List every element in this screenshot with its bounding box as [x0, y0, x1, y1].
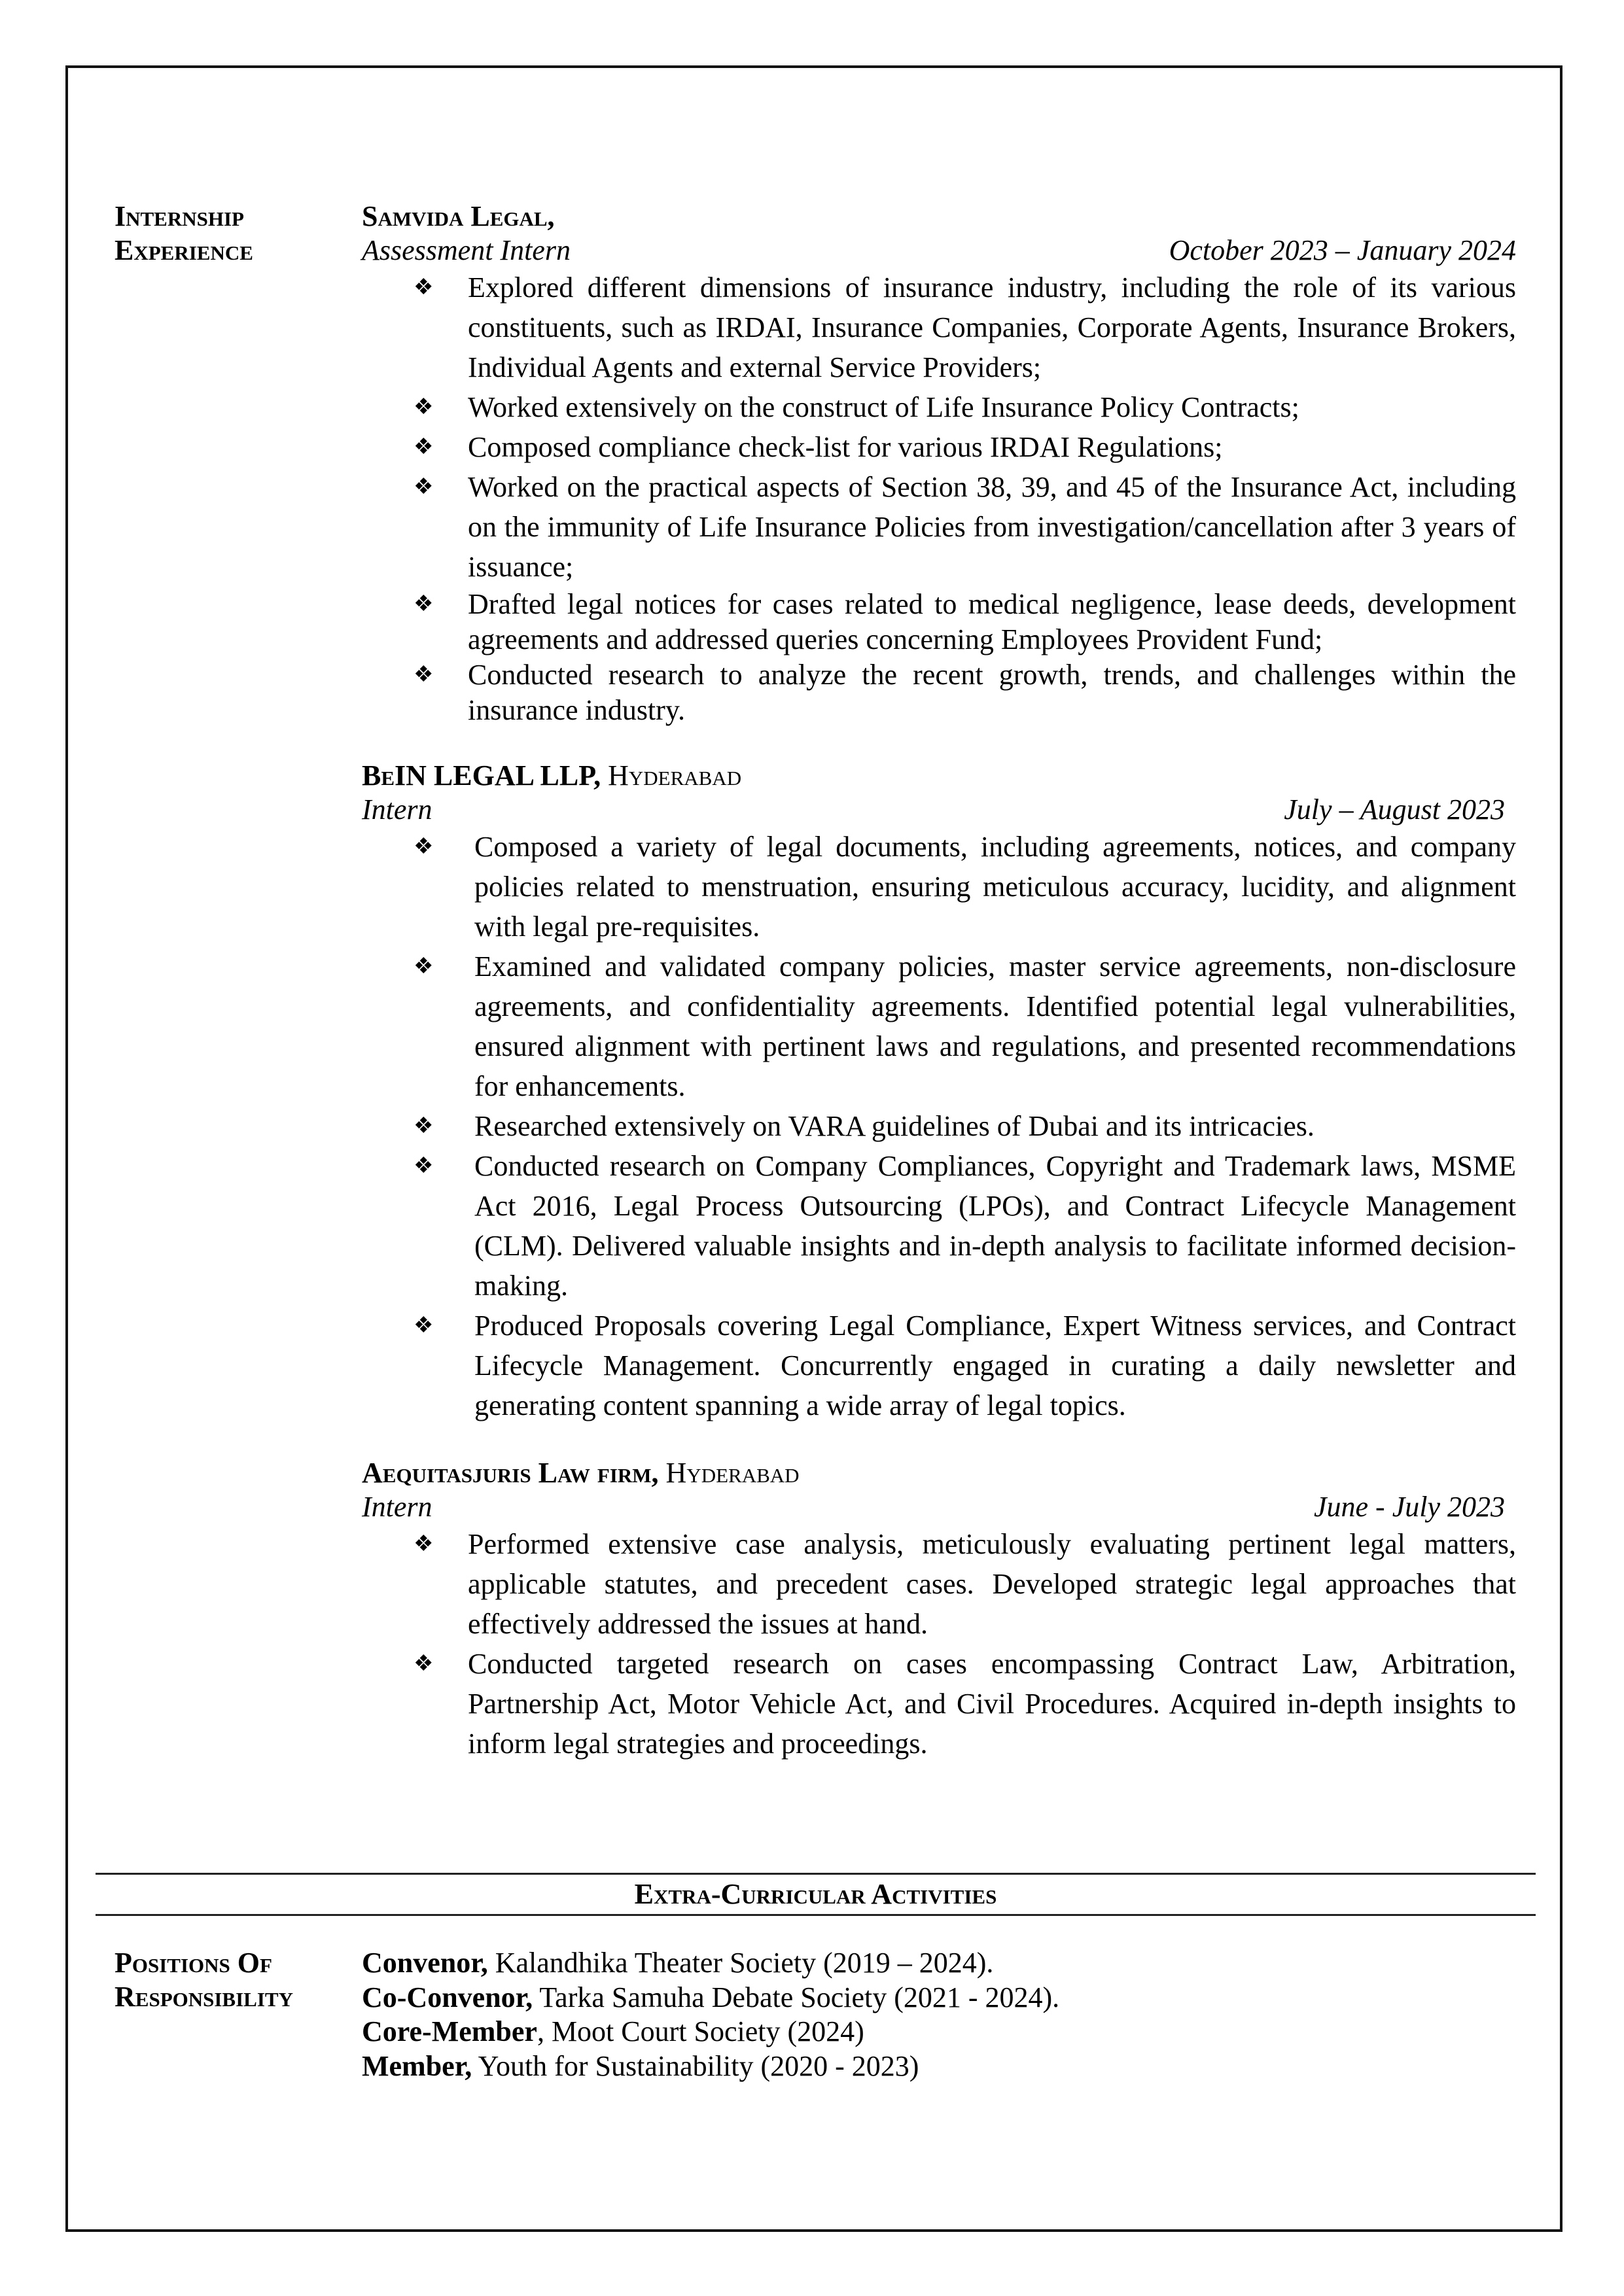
list-item: ❖ Worked extensively on the construct of Life Insurance Policy Contracts; [362, 387, 1516, 427]
diamond-bullet-icon: ❖ [414, 1114, 434, 1138]
list-item: ❖ Produced Proposals covering Legal Compliance, Expert Witness services, and Contract Lifecycle Management. Concurrently engaged in curating a daily newsletter and generating content spanning a wide array of legal topics. [362, 1306, 1516, 1425]
company-name [362, 200, 1516, 234]
internship-entry-samvida [362, 200, 1516, 728]
positions-label-line2: Responsibility [115, 1981, 293, 2013]
position-detail: Youth for Sustainability (2020 - 2023) [472, 2049, 919, 2082]
company-title: Samvida Legal, [362, 200, 555, 232]
position-title: Co-Convenor, [362, 1981, 533, 2013]
diamond-bullet-icon: ❖ [414, 395, 434, 419]
company-city: Hyderabad [608, 759, 742, 791]
internship-label-line1: Internship [115, 200, 244, 232]
date-range: June - July 2023 [1314, 1491, 1505, 1523]
list-item: ❖ Explored different dimensions of insurance industry, including the role of its various constituents, such as IRDAI, Insurance Companies, Corporate Agents, Insurance Brokers, Individual Agents and external Service Providers; [362, 268, 1516, 387]
role-row [362, 1490, 1516, 1524]
internship-label-line2: Experience [115, 234, 253, 266]
company-city: Hyderabad [665, 1457, 800, 1489]
diamond-bullet-icon: ❖ [414, 475, 434, 499]
section-heading-extracurricular: Extra-Curricular Activities [634, 1878, 997, 1910]
position-detail: Kalandhika Theater Society (2019 – 2024). [487, 1947, 994, 1979]
positions-section-label [115, 1946, 293, 2014]
list-item: ❖ Conducted research to analyze the recent growth, trends, and challenges within the insurance industry. [414, 659, 1516, 726]
diamond-bullet-icon: ❖ [414, 835, 434, 859]
role-title: Intern [362, 1491, 432, 1523]
section-rule-top [96, 1873, 1536, 1875]
bullet-list [362, 827, 1516, 1425]
company-title: BeIN LEGAL LLP, [362, 759, 601, 791]
positions-label-line1: Positions Of [115, 1947, 272, 1979]
position-detail: Tarka Samuha Debate Society (2021 - 2024). [533, 1981, 1060, 2013]
company-name [362, 759, 1516, 793]
diamond-bullet-icon: ❖ [414, 275, 434, 300]
diamond-bullet-icon: ❖ [414, 1313, 434, 1338]
position-item [362, 2049, 1059, 2084]
bullet-list [362, 268, 1516, 728]
list-item: ❖ Conducted targeted research on cases encompassing Contract Law, Arbitration, Partnership Act, Motor Vehicle Act, and Civil Procedures. Acquired in-depth insights to inform legal strategies and proceedings. [362, 1644, 1516, 1764]
list-item: ❖ Worked on the practical aspects of Section 38, 39, and 45 of the Insurance Act, including on the immunity of Life Insurance Policies from investigation/cancellation after 3 years of issuance; [362, 467, 1516, 587]
list-item: ❖ Conducted research on Company Compliances, Copyright and Trademark laws, MSME Act 2016, Legal Process Outsourcing (LPOs), and Contract Lifecycle Management (CLM). Delivered valuable insights and in-depth analysis to facilitate informed decision-making. [362, 1146, 1516, 1306]
positions-list [362, 1946, 1059, 2083]
list-item: ❖ Examined and validated company policies, master service agreements, non-disclosure agreements, and confidentiality agreements. Identified potential legal vulnerabilities, ensured alignment with pertinent laws and regulations, and presented recommendations for enhancements. [362, 947, 1516, 1106]
date-range: July – August 2023 [1284, 793, 1505, 826]
diamond-bullet-icon: ❖ [414, 435, 434, 459]
position-title: Convenor, [362, 1947, 488, 1979]
section-rule-bottom [96, 1914, 1536, 1916]
position-title: Member, [362, 2049, 472, 2082]
diamond-bullet-icon: ❖ [414, 1652, 434, 1676]
role-row [362, 793, 1516, 827]
company-name [362, 1456, 1516, 1490]
list-item: ❖ Composed compliance check-list for various IRDAI Regulations; [362, 427, 1516, 467]
position-detail: , Moot Court Society (2024) [537, 2015, 864, 2047]
diamond-bullet-icon: ❖ [414, 592, 434, 616]
diamond-bullet-icon: ❖ [414, 1154, 434, 1178]
date-range: October 2023 – January 2024 [1169, 234, 1516, 266]
diamond-bullet-icon: ❖ [414, 954, 434, 979]
bullet-list [362, 1524, 1516, 1764]
internship-entry-aequitasjuris [362, 1456, 1516, 1764]
position-item [362, 1946, 1059, 1981]
list-item: ❖ Drafted legal notices for cases related to medical negligence, lease deeds, development agreements and addressed queries concerning Employees Provident Fund; [414, 588, 1516, 655]
list-item: ❖ Performed extensive case analysis, meticulously evaluating pertinent legal matters, applicable statutes, and precedent cases. Developed strategic legal approaches that effectively addressed the issues at hand. [362, 1524, 1516, 1644]
company-title: Aequitasjuris Law firm, [362, 1457, 659, 1489]
position-title: Core-Member [362, 2015, 537, 2047]
diamond-bullet-icon: ❖ [414, 663, 434, 687]
role-title: Assessment Intern [362, 234, 571, 266]
role-title: Intern [362, 793, 432, 826]
list-item: ❖ Researched extensively on VARA guidelines of Dubai and its intricacies. [362, 1106, 1516, 1146]
position-item [362, 2015, 1059, 2049]
diamond-bullet-icon: ❖ [414, 1532, 434, 1556]
position-item [362, 1981, 1059, 2015]
list-item: ❖ Composed a variety of legal documents, including agreements, notices, and company policies related to menstruation, ensuring meticulous accuracy, lucidity, and alignment with legal pre-requisites. [362, 827, 1516, 947]
internship-entry-bein [362, 759, 1516, 1425]
internship-section-label [115, 200, 253, 268]
role-row [362, 234, 1516, 268]
